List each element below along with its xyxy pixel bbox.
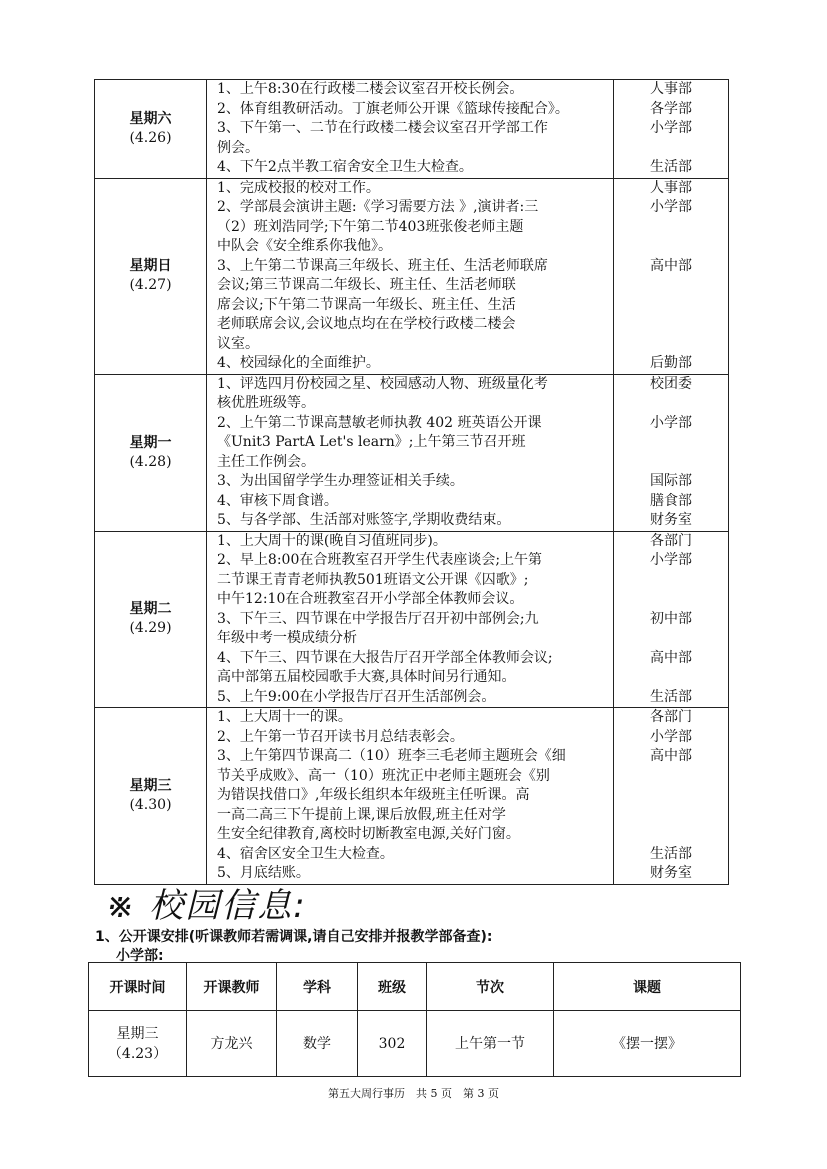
agenda-line: 主任工作例会。 — [217, 453, 315, 470]
department-line: 校团委 — [650, 375, 692, 392]
agenda-cell — [207, 178, 614, 374]
department-line — [614, 139, 728, 159]
agenda-line: 为错误找借口》,年级长组织本年级班主任听课。高 — [217, 787, 530, 803]
day-cell — [95, 80, 207, 179]
agenda-line: 4、下午2点半教工宿舍安全卫生大检查。 — [217, 159, 473, 175]
agenda-line: 1、上大周十的课(晚自习值班同步)。 — [217, 532, 447, 549]
agenda-line: 中队会《安全维系你我他》。 — [217, 238, 392, 254]
agenda-line: 席会议;下午第二节课高一年级长、班主任、生活 — [217, 296, 516, 313]
cell-time-day: 星期三 — [116, 1025, 159, 1042]
agenda-line: 5、月底结账。 — [217, 865, 310, 881]
department-line — [614, 590, 728, 610]
cell-time-date: （4.23） — [107, 1045, 168, 1062]
department-line: 人事部 — [650, 179, 692, 196]
agenda-line: 5、上午9:00在小学报告厅召开生活部例会。 — [217, 688, 496, 705]
agenda-line: （2）班刘浩同学;下午第二节403班张俊老师主题 — [217, 218, 524, 235]
department-line: 财务室 — [650, 865, 692, 881]
weekday-label: 星期六 — [129, 110, 172, 127]
department-line: 后勤部 — [650, 355, 692, 371]
department-line — [614, 571, 728, 591]
table-row — [89, 1011, 741, 1077]
agenda-line: 2、上午第二节课高慧敏老师执教 402 班英语公开课 — [217, 414, 542, 431]
agenda-line: 生安全纪律教育,离校时切断教室电源,关好门窗。 — [217, 826, 520, 842]
department-line: 高中部 — [650, 649, 692, 666]
agenda-line: 老师联席会议,会议地点均在在学校行政楼二楼会 — [217, 316, 516, 332]
cell-period: 上午第一节 — [427, 1011, 554, 1077]
department-line: 膳食部 — [650, 492, 692, 509]
agenda-line: 3、上午第四节课高二（10）班李三毛老师主题班会《细 — [217, 748, 566, 764]
agenda-line: 中午12:10在合班教室召开小学部全体教师会议。 — [217, 591, 524, 607]
primary-school-subheading: 小学部: — [116, 948, 164, 964]
department-line: 各学部 — [650, 100, 692, 117]
agenda-line: 2、上午第一节召开读书月总结表彰会。 — [217, 728, 464, 745]
cell-class: 302 — [358, 1011, 427, 1077]
date-label: (4.27) — [129, 277, 172, 293]
department-line: 生活部 — [650, 159, 692, 175]
department-line — [614, 394, 728, 414]
cell-topic: 《摆一摆》 — [554, 1011, 741, 1077]
header-teacher: 开课教师 — [187, 963, 277, 1011]
header-period: 节次 — [427, 963, 554, 1011]
weekday-label: 星期一 — [129, 434, 172, 451]
department-cell — [614, 80, 729, 179]
cell-subject: 数学 — [277, 1011, 358, 1077]
agenda-line: 1、上大周十一的课。 — [217, 709, 352, 725]
department-line — [614, 296, 728, 316]
agenda-line: 2、体育组教研活动。丁旗老师公开课《篮球传接配合》。 — [217, 100, 569, 117]
schedule-row — [95, 80, 729, 179]
department-line: 生活部 — [650, 688, 692, 705]
department-line — [614, 767, 728, 787]
agenda-line: 3、为出国留学学生办理签证相关手续。 — [217, 473, 464, 489]
department-cell — [614, 374, 729, 531]
agenda-line: 4、校园绿化的全面维护。 — [217, 355, 380, 371]
department-line: 小学部 — [650, 728, 692, 745]
weekday-label: 星期三 — [129, 777, 172, 794]
department-line — [614, 315, 728, 335]
day-cell — [95, 374, 207, 531]
department-line: 高中部 — [650, 748, 692, 764]
agenda-line: 1、评选四月份校园之星、校园感动人物、班级量化考 — [217, 375, 548, 392]
schedule-row — [95, 708, 729, 885]
department-line — [614, 335, 728, 355]
agenda-line: 2、早上8:00在合班教室召开学生代表座谈会;上午第 — [217, 552, 543, 568]
department-line: 小学部 — [650, 199, 692, 215]
department-line: 各部门 — [650, 532, 692, 549]
table-header-row — [89, 963, 741, 1011]
agenda-line: 二节课王青青老师执教501班语文公开课《囚歌》; — [217, 571, 529, 588]
agenda-cell — [207, 374, 614, 531]
agenda-line: 3、上午第二节课高三年级长、班主任、生活老师联席 — [217, 257, 548, 274]
department-cell — [614, 531, 729, 708]
department-line: 初中部 — [650, 610, 692, 627]
agenda-line: 《Unit3 PartA Let's learn》;上午第三节召开班 — [217, 434, 526, 450]
agenda-line: 核优胜班级等。 — [217, 395, 315, 411]
agenda-line: 3、下午第一、二节在行政楼二楼会议室召开学部工作 — [217, 120, 548, 136]
department-line: 各部门 — [650, 709, 692, 725]
department-line — [614, 629, 728, 649]
agenda-line: 1、上午8:30在行政楼二楼会议室召开校长例会。 — [217, 81, 524, 97]
date-label: (4.29) — [129, 620, 172, 637]
department-line — [614, 806, 728, 826]
header-time: 开课时间 — [89, 963, 187, 1011]
department-line — [614, 276, 728, 296]
agenda-line: 4、审核下周食谱。 — [217, 492, 338, 509]
department-line — [614, 218, 728, 238]
agenda-line: 年级中考一模成绩分析 — [217, 630, 357, 646]
header-subject: 学科 — [277, 963, 358, 1011]
agenda-line: 节关乎成败》、高一（10）班沈正中老师主题班会《别 — [217, 767, 550, 784]
date-label: (4.30) — [129, 796, 172, 813]
agenda-line: 例会。 — [217, 139, 259, 156]
day-cell — [95, 708, 207, 885]
campus-info-title: ※ 校园信息: — [106, 886, 307, 926]
agenda-cell — [207, 80, 614, 179]
schedule-row — [95, 531, 729, 708]
department-line — [614, 825, 728, 845]
agenda-line: 1、完成校报的校对工作。 — [217, 179, 380, 196]
weekly-schedule-table — [94, 79, 729, 885]
department-line — [614, 786, 728, 806]
department-line: 小学部 — [650, 120, 692, 136]
weekday-label: 星期二 — [129, 601, 172, 618]
department-line — [614, 668, 728, 688]
department-line: 国际部 — [650, 473, 692, 489]
weekday-label: 星期日 — [129, 258, 172, 274]
agenda-line: 2、学部晨会演讲主题:《学习需要方法 》,演讲者:三 — [217, 199, 539, 215]
department-line: 财务室 — [650, 512, 692, 528]
open-class-section-heading: 1、公开课安排(听课教师若需调课,请自己安排并报教学部备查): — [95, 929, 493, 945]
department-line: 小学部 — [650, 414, 692, 431]
agenda-cell — [207, 708, 614, 885]
open-class-table — [88, 962, 741, 1077]
department-line — [614, 237, 728, 257]
day-cell — [95, 531, 207, 708]
department-line: 人事部 — [650, 81, 692, 97]
agenda-line: 一高二高三下午提前上课,课后放假,班主任对学 — [217, 806, 506, 823]
department-line — [614, 453, 728, 473]
department-cell — [614, 708, 729, 885]
day-cell — [95, 178, 207, 374]
agenda-line: 3、下午三、四节课在中学报告厅召开初中部例会;九 — [217, 610, 539, 627]
agenda-line: 高中部第五届校园歌手大赛,具体时间另行通知。 — [217, 669, 516, 685]
cell-teacher: 方龙兴 — [187, 1011, 277, 1077]
agenda-line: 议室。 — [217, 335, 259, 352]
agenda-line: 4、下午三、四节课在大报告厅召开学部全体教师会议; — [217, 649, 553, 666]
agenda-line: 4、宿舍区安全卫生大检查。 — [217, 845, 394, 862]
schedule-row — [95, 178, 729, 374]
agenda-line: 会议;第三节课高二年级长、班主任、生活老师联 — [217, 277, 516, 293]
date-label: (4.28) — [129, 453, 172, 470]
department-line: 高中部 — [650, 257, 692, 274]
page-footer: 第五大周行事历 共 5 页 第 3 页 — [328, 1087, 499, 1100]
header-topic: 课题 — [554, 963, 741, 1011]
header-class: 班级 — [358, 963, 427, 1011]
department-cell — [614, 178, 729, 374]
department-line: 生活部 — [650, 845, 692, 862]
date-label: (4.26) — [129, 129, 172, 146]
cell-time — [89, 1011, 187, 1077]
agenda-line: 5、与各学部、生活部对账签字,学期收费结束。 — [217, 512, 511, 528]
department-line — [614, 433, 728, 453]
agenda-cell — [207, 531, 614, 708]
department-line: 小学部 — [650, 552, 692, 568]
schedule-row — [95, 374, 729, 531]
